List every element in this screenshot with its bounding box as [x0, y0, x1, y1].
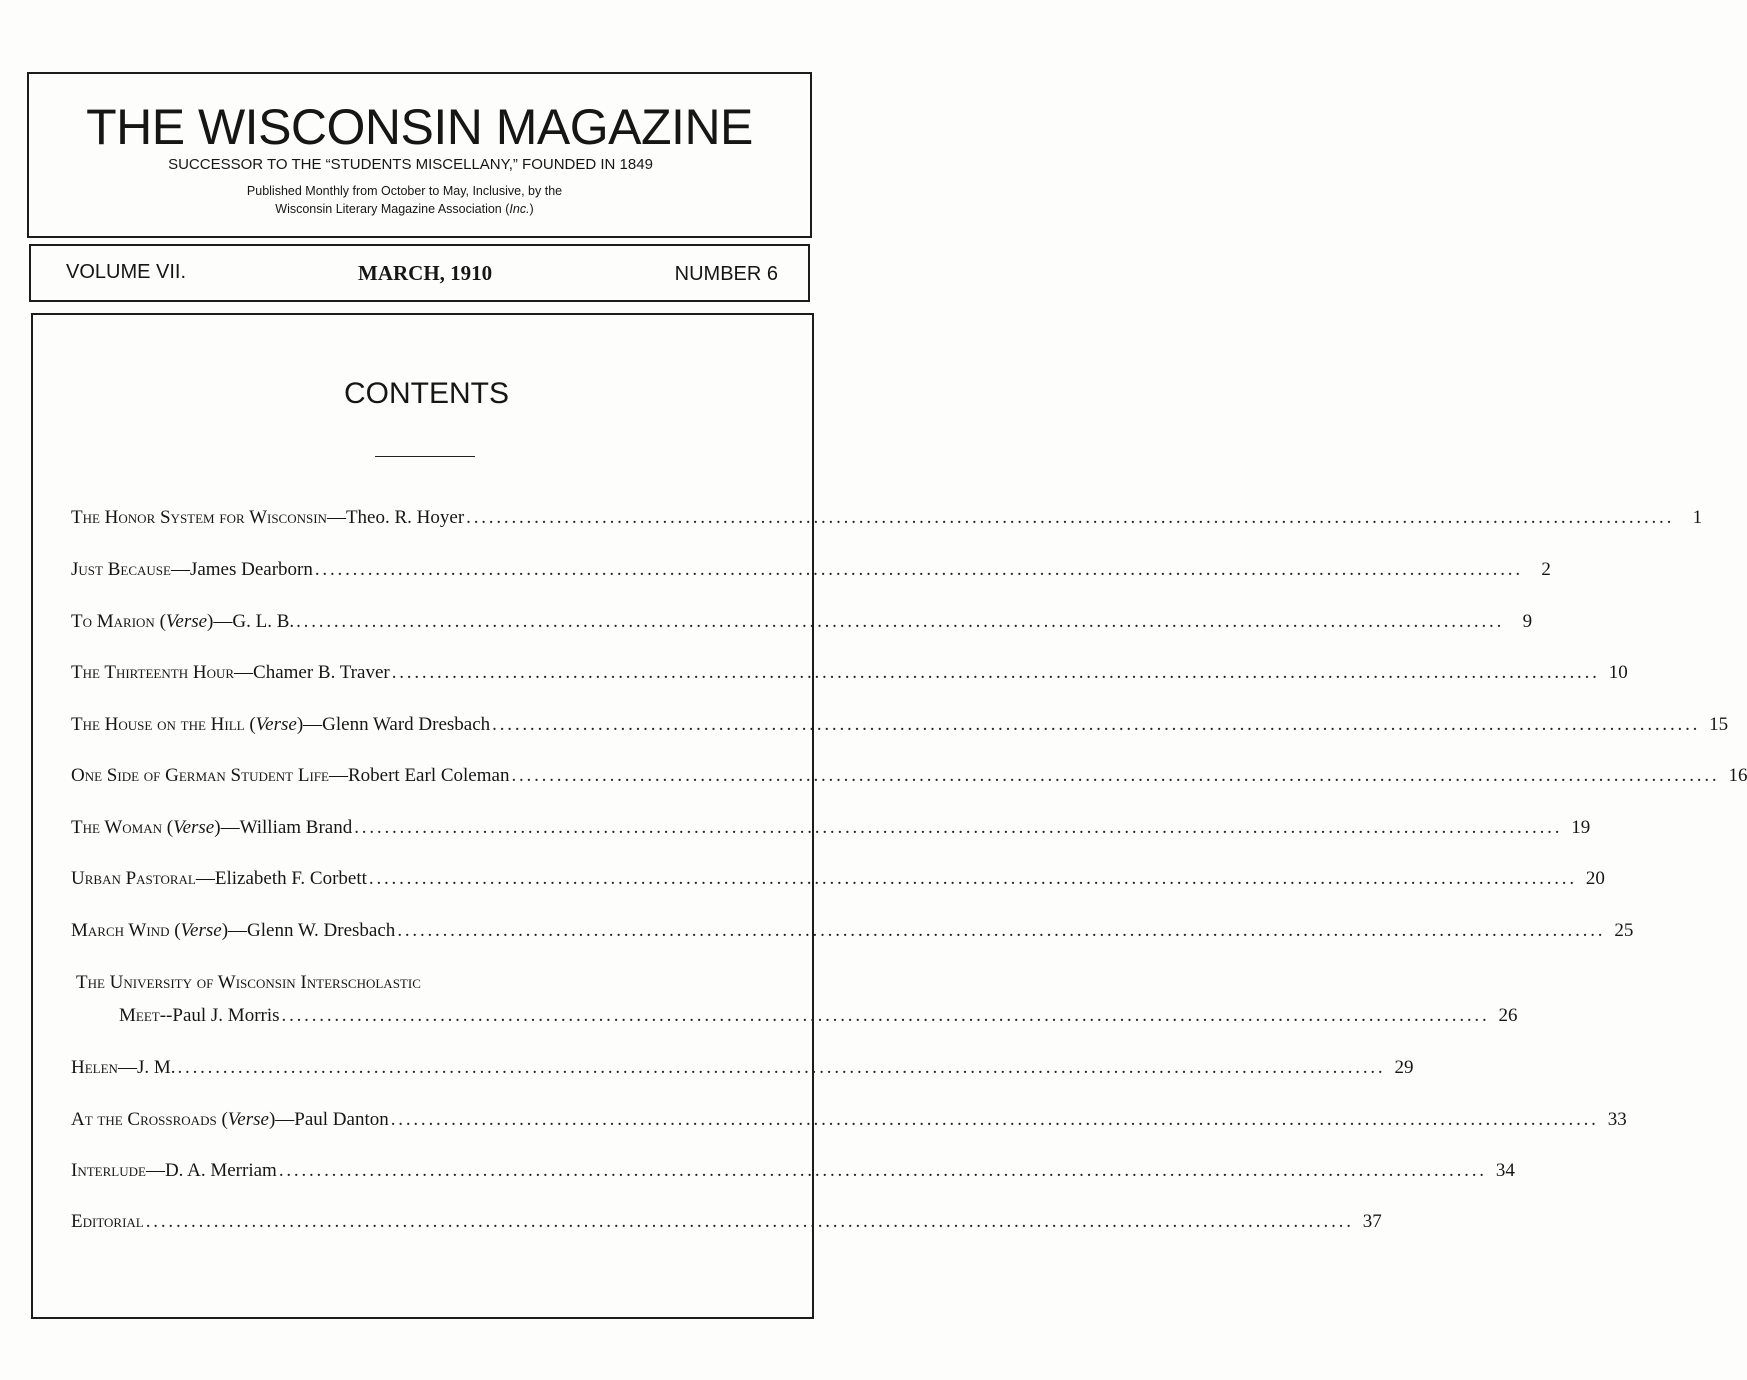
toc-entry-author: Chamer B. Traver [253, 662, 390, 683]
toc-leader-dots: ................................................................................................................................................................ [296, 611, 1505, 632]
toc-entry-title-line1: The University of Wisconsin Interscholastic [76, 972, 421, 993]
toc-entry-author: Paul J. Morris [172, 1005, 280, 1026]
contents-panel [31, 313, 1747, 1319]
toc-entry-verse: Verse [165, 611, 208, 632]
toc-entry [71, 868, 1605, 890]
toc-entry-text: Just Because—James Dearborn [71, 559, 313, 580]
toc-entry-page: 26 [1498, 1005, 1518, 1026]
toc-entry-author: Glenn W. Dresbach [247, 920, 396, 941]
toc-entry [119, 1005, 1518, 1027]
issue-date: MARCH, 1910 [358, 261, 493, 285]
toc-entry-author: Glenn Ward Dresbach [322, 714, 491, 735]
toc-leader-dots: ................................................................................................................................................................ [145, 1211, 1354, 1232]
toc-entry-title: Editorial [71, 1211, 144, 1232]
toc-leader-dots: ................................................................................................................................................................ [281, 1005, 1490, 1026]
issue-bar [29, 244, 810, 302]
toc-entry-author: G. L. B. [232, 611, 295, 632]
toc-entry [71, 662, 1628, 684]
toc-leader-dots: ................................................................................................................................................................ [466, 507, 1675, 528]
toc-entry-text: Interlude—D. A. Merriam [71, 1160, 277, 1181]
toc-entry-title: The Thirteenth Hour [71, 662, 235, 683]
publisher-inc: Inc. [509, 202, 530, 216]
toc-entry-text: One Side of German Student Life—Robert Earl Coleman [71, 765, 510, 786]
toc-entry [71, 817, 1591, 839]
toc-entry-title: Meet [119, 1005, 160, 1026]
toc-entry-title: Just Because [71, 559, 171, 580]
toc-entry-title: March Wind [71, 920, 170, 941]
toc-leader-dots: ................................................................................................................................................................ [492, 714, 1701, 735]
toc-entry-text: The House on the Hill (Verse)—Glenn Ward Dresbach [71, 714, 491, 735]
issue-number: NUMBER 6 [674, 263, 778, 285]
toc-entry-title: Interlude [71, 1160, 146, 1181]
toc-entry-author: William Brand [239, 817, 353, 838]
toc-entry-page: 19 [1571, 817, 1591, 838]
toc-entry [71, 1109, 1627, 1131]
toc-entry-verse: Verse [227, 1109, 269, 1130]
toc-leader-dots: ................................................................................................................................................................ [390, 1109, 1599, 1130]
toc-entry-author: J. M. [136, 1057, 176, 1078]
toc-entry [71, 559, 1551, 581]
toc-leader-dots: ................................................................................................................................................................ [368, 868, 1577, 889]
toc-entry-author: Paul Danton [294, 1109, 389, 1130]
toc-entry-verse: Verse [180, 920, 222, 941]
toc-entry [71, 507, 1703, 529]
publisher-line-2-prefix: Wisconsin Literary Magazine Association ( [275, 202, 510, 216]
toc-entry-author: Robert Earl Coleman [347, 765, 510, 786]
toc-entry-text [71, 1211, 144, 1233]
toc-entry-page: 37 [1362, 1211, 1382, 1232]
toc-entry-author: D. A. Merriam [164, 1160, 277, 1181]
toc-entry-page: 10 [1608, 662, 1628, 683]
toc-entry-title: The House on the Hill [71, 714, 245, 735]
successor-line: SUCCESSOR TO THE “STUDENTS MISCELLANY,” FOUNDED IN 1849 [168, 156, 653, 173]
toc-leader-dots: ................................................................................................................................................................ [314, 559, 1523, 580]
toc-leader-dots: ................................................................................................................................................................ [397, 920, 1606, 941]
toc-entry-page: 34 [1495, 1160, 1515, 1181]
toc-entry-title: Urban Pastoral [71, 868, 196, 889]
toc-entry-page: 25 [1614, 920, 1634, 941]
publisher-line-2 [29, 202, 810, 216]
toc-entry-page: 29 [1394, 1057, 1414, 1078]
volume-label: VOLUME VII. [66, 261, 187, 283]
toc-entry [71, 765, 1747, 787]
publisher-line-1: Published Monthly from October to May, Inclusive, by the [246, 184, 563, 198]
toc-entry-title: Helen [71, 1057, 118, 1078]
toc-entry-text: Meet--Paul J. Morris [119, 1005, 280, 1026]
toc-entry-title: At the Crossroads [71, 1109, 217, 1130]
toc-entry [71, 1211, 1382, 1233]
toc-entry-title: One Side of German Student Life [71, 765, 329, 786]
toc-leader-dots: ................................................................................................................................................................ [511, 765, 1720, 786]
toc-entry-verse: Verse [173, 817, 215, 838]
toc-entry-author: Theo. R. Hoyer [345, 507, 465, 528]
toc-entry-text: Helen—J. M. [71, 1057, 176, 1078]
toc-entry-page: 1 [1692, 507, 1703, 528]
toc-entry-page: 20 [1585, 868, 1605, 889]
toc-leader-dots: ................................................................................................................................................................ [354, 817, 1563, 838]
toc-entry-verse: Verse [255, 714, 297, 735]
toc-entry-page: 33 [1607, 1109, 1627, 1130]
toc-leader-dots: ................................................................................................................................................................ [278, 1160, 1487, 1181]
toc-entry-text: The Woman (Verse)—William Brand [71, 817, 353, 838]
publisher-line-2-suffix: ) [529, 202, 534, 216]
magazine-title: THE WISCONSIN MAGAZINE [86, 99, 753, 155]
heading-rule [375, 456, 475, 457]
toc-entry-page: 16 [1728, 765, 1747, 786]
toc-entry [71, 1057, 1414, 1079]
toc-entry-text: March Wind (Verse)—Glenn W. Dresbach [71, 920, 396, 941]
toc-entry-title: The Honor System for Wisconsin [71, 507, 327, 528]
toc-entry-page: 9 [1522, 611, 1533, 632]
toc-entry [71, 714, 1729, 736]
toc-entry-text: The Thirteenth Hour—Chamer B. Traver [71, 662, 390, 683]
toc-entry [71, 920, 1634, 942]
toc-entry-text: Urban Pastoral—Elizabeth F. Corbett [71, 868, 367, 889]
toc-entry-author: Elizabeth F. Corbett [214, 868, 367, 889]
toc-entry-title: To Marion [71, 611, 155, 632]
contents-heading: CONTENTS [344, 377, 509, 410]
toc-entry-page: 15 [1709, 714, 1729, 735]
toc-entry [71, 1160, 1515, 1182]
toc-entry-page: 2 [1541, 559, 1551, 580]
toc-entry [71, 611, 1533, 633]
toc-entry-author: James Dearborn [189, 559, 313, 580]
toc-entry-text: The Honor System for Wisconsin—Theo. R. Hoyer [71, 507, 465, 528]
masthead [27, 72, 812, 238]
toc-leader-dots: ................................................................................................................................................................ [177, 1057, 1386, 1078]
toc-entry-title: The Woman [71, 817, 162, 838]
toc-entry-text: At the Crossroads (Verse)—Paul Danton [71, 1109, 389, 1130]
toc-leader-dots: ................................................................................................................................................................ [391, 662, 1600, 683]
toc-entry-text: To Marion (Verse)—G. L. B. [71, 611, 295, 632]
